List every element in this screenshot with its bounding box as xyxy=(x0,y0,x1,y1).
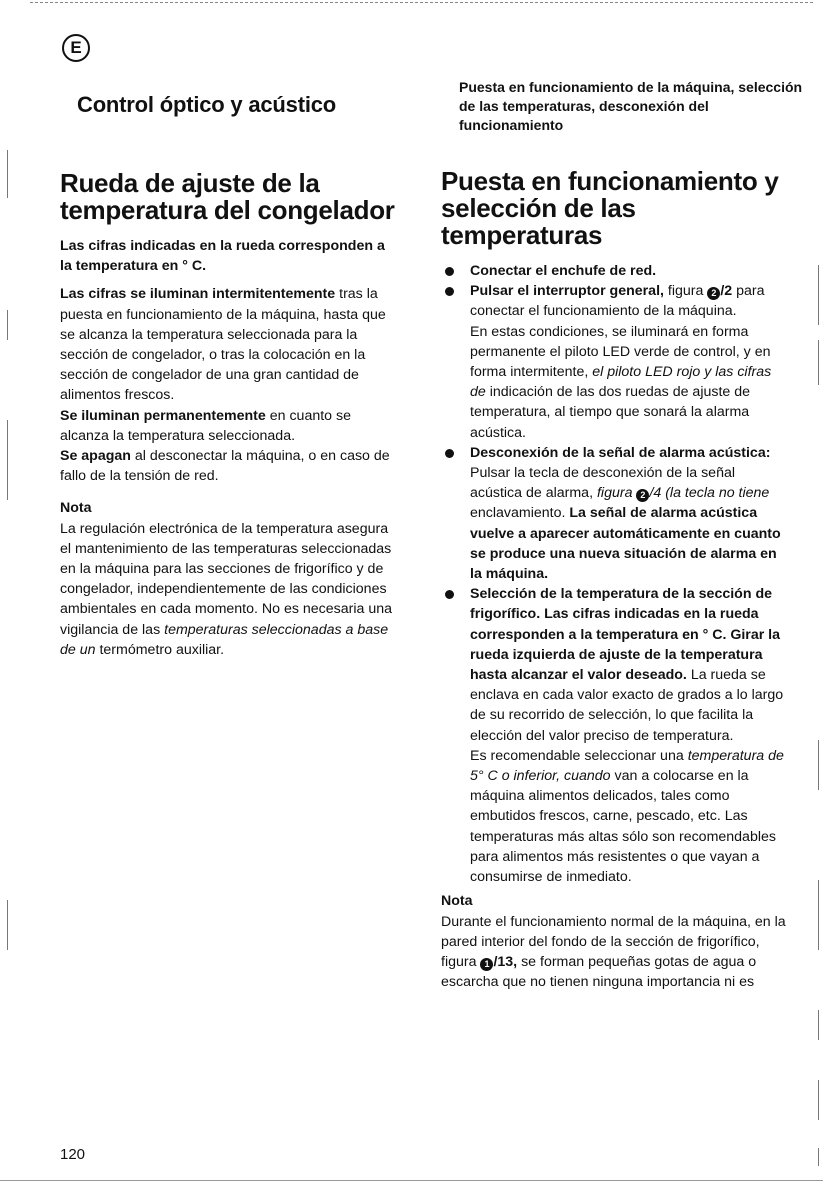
bullet-icon xyxy=(445,267,454,276)
margin-mark xyxy=(818,880,819,950)
left-p2-text: en cuanto se alcanza la temperatura seleccionada. xyxy=(60,407,351,444)
margin-mark xyxy=(818,1148,819,1166)
page-number: 120 xyxy=(60,1146,86,1163)
step-item xyxy=(441,281,786,443)
left-nota-text-3: termómetro auxiliar. xyxy=(99,641,225,658)
left-paragraph-1 xyxy=(60,284,400,405)
margin-mark xyxy=(818,740,819,790)
left-paragraph-3 xyxy=(60,446,400,486)
left-p3-lead: Se apagan xyxy=(60,448,131,465)
margin-mark xyxy=(818,265,819,325)
margin-mark xyxy=(7,310,8,340)
figure-number-icon: 2 xyxy=(707,287,720,300)
step-4-text-3: temperatura de 5° C o inferior, cuando xyxy=(470,747,784,785)
right-nota-fig-ref: /13, xyxy=(493,953,518,970)
step-item xyxy=(441,443,786,584)
right-nota-title: Nota xyxy=(441,893,473,910)
step-4-text-2: Es recomendable seleccionar una xyxy=(470,747,684,764)
step-item xyxy=(441,584,786,887)
margin-mark xyxy=(818,1010,819,1040)
step-3-lead: Desconexión de la señal de alarma acústica: xyxy=(470,444,771,461)
left-column xyxy=(60,170,400,660)
language-badge-icon: E xyxy=(62,34,90,62)
step-3-text-1: Pulsar la tecla de desconexión de la señal acústica de alarma, xyxy=(470,465,736,502)
left-nota-text-2: temperaturas seleccionadas a base de un xyxy=(60,621,389,658)
left-p3-text: al desconectar la máquina, o en caso de fallo de la tensión de red. xyxy=(60,448,390,485)
bullet-icon xyxy=(445,287,454,296)
right-column xyxy=(441,168,786,992)
step-2-fig-ref: /2 xyxy=(720,283,733,300)
margin-mark xyxy=(818,340,819,385)
left-intro: Las cifras indicadas en la rueda corresponden a la temperatura en ° C. xyxy=(60,238,385,275)
step-2-text-4: indicación de las dos ruedas de ajuste de temperatura, al tiempo que sonará la alarma acústica. xyxy=(470,384,751,441)
left-paragraph-2 xyxy=(60,406,400,446)
step-3-text-2: enclavamiento. xyxy=(470,505,566,522)
step-3-fig-pre: figura xyxy=(596,485,633,502)
left-nota-text xyxy=(60,519,400,660)
margin-mark xyxy=(7,150,8,198)
left-nota-text-1: La regulación electrónica de la temperatura asegura el mantenimiento de las temperaturas seleccionadas en la máquina para las secciones de frigorífico y de congelador, independientemente de las condiciones ambientales en cada momento. No es necesaria una vigilancia de las xyxy=(60,520,393,638)
step-2-lead: Pulsar el interruptor general, xyxy=(470,283,664,300)
right-heading: Puesta en funcionamiento y selección de las temperaturas xyxy=(441,166,779,250)
left-p1-lead: Las cifras se iluminan intermitentemente xyxy=(60,286,336,303)
section-header: Control óptico y acústico xyxy=(77,92,337,117)
step-3-fig-ref: /4 (la tecla no tiene xyxy=(649,485,770,502)
bullet-icon xyxy=(445,590,454,599)
bottom-scan-line xyxy=(0,1180,823,1181)
bullet-icon xyxy=(445,449,454,458)
right-nota-text-1: Durante el funcionamiento normal de la máquina, en la pared interior del fondo de la sección de frigorífico, figura xyxy=(441,913,786,970)
step-4-text-4: van a colocarse en la máquina alimentos delicados, tales como embutidos frescos, carne, pescado, etc. Las temperaturas más altas sólo son recomendables para alimentos más resistentes o que vayan a consumirse de inmediato. xyxy=(470,768,776,886)
running-header: Puesta en funcionamiento de la máquina, selección de las temperaturas, desconexión del funcionamiento xyxy=(459,79,803,133)
step-2-text-3: el piloto LED rojo y las cifras de xyxy=(470,364,772,401)
right-nota-text xyxy=(441,912,786,993)
step-item xyxy=(441,261,786,281)
step-2-fig-pre: figura xyxy=(667,283,704,300)
left-p1-text: tras la puesta en funcionamiento de la máquina, hasta que se alcanza la temperatura seleccionada para la sección de congelador, o tras la colocación en la sección de congelador de una gran cantidad de alimentos frescos. xyxy=(60,286,386,404)
top-scan-line xyxy=(30,2,813,3)
step-3-bold-end: La señal de alarma acústica vuelve a aparecer automáticamente en cuanto se produce una nueva situación de alarma en la máquina. xyxy=(470,505,781,583)
margin-mark xyxy=(7,420,8,500)
margin-mark xyxy=(818,1080,819,1120)
margin-mark xyxy=(7,900,8,950)
right-nota-text-2: se forman pequeñas gotas de agua o escarcha que no tienen ninguna importancia ni es xyxy=(441,953,757,991)
left-heading: Rueda de ajuste de la temperatura del congelador xyxy=(60,168,395,225)
figure-number-icon: 2 xyxy=(636,489,649,502)
figure-number-icon: 1 xyxy=(480,958,493,971)
steps-list xyxy=(441,261,786,887)
step-4-text-1: La rueda se enclava en cada valor exacto de grados a lo largo de su recorrido de selección, lo que facilita la elección del valor preciso de temperatura. xyxy=(470,667,784,744)
step-2-text-1: para conectar el funcionamiento de la máquina. xyxy=(470,283,765,320)
step-4-lead: Selección de la temperatura de la sección de frigorífico. Las cifras indicadas en la rueda corresponden a la temperatura en ° C. Girar la rueda izquierda de ajuste de la temperatura hasta alcanzar el valor deseado. xyxy=(470,586,781,684)
left-nota-title: Nota xyxy=(60,500,92,517)
step-2-text-2: En estas condiciones, se iluminará en forma permanente el piloto LED verde de control, y en forma intermitente, xyxy=(470,323,771,381)
left-p2-lead: Se iluminan permanentemente xyxy=(60,407,266,424)
step-1-text: Conectar el enchufe de red. xyxy=(470,263,657,279)
